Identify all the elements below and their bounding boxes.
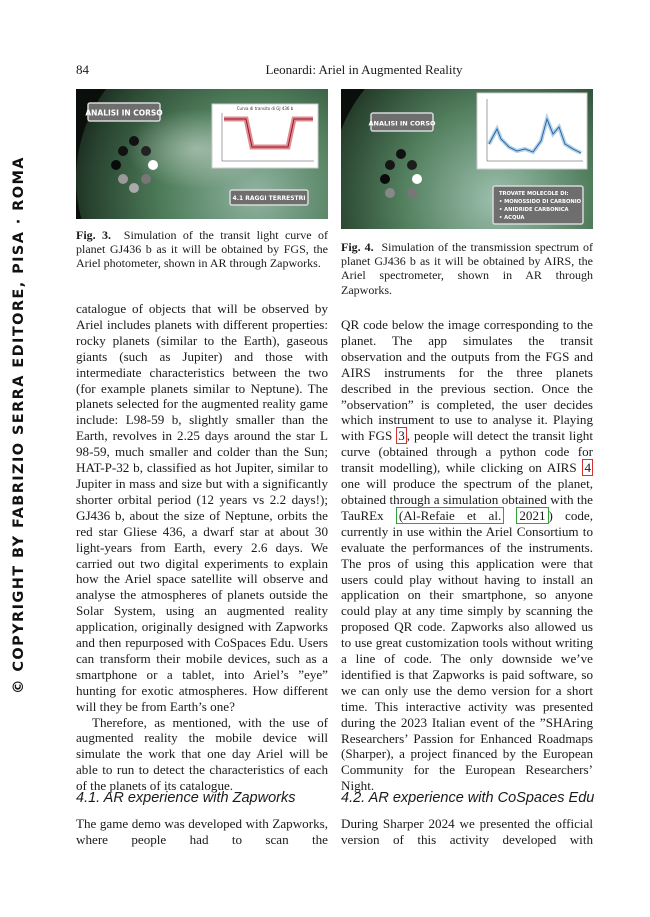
copyright-sidebar xyxy=(0,0,30,917)
body-paragraph: Therefore, as mentioned, with the use of augmented reality the mobile device will simulate the work that one day Ariel will be able to run to detect the characteristics of each of the planets of its catalogue. xyxy=(76,714,328,794)
fig4-found-title: TROVATE MOLECOLE DI: xyxy=(499,191,569,197)
figure-3-image xyxy=(76,89,328,219)
fig4-found-item: • ANIDRIDE CARBONICA xyxy=(499,207,569,213)
text-run: QR code below the image corresponding to the planet. The app simulates the transit observation and the outputs from the FGS and AIRS instruments for the three planets described in the previous section. Once the ”observation” is completed, the user decides which instrument to use to analyse it. Playing with FGS xyxy=(341,317,593,444)
page-number: 84 xyxy=(76,62,89,77)
copyright-text: © COPYRIGHT BY FABRIZIO SERRA EDITORE, PISA · ROMA xyxy=(11,156,27,694)
figure-3-caption xyxy=(76,228,328,271)
text-run: , people will detect the transit light curve (obtained through a python code for transit modelling), while clicking on AIRS xyxy=(341,428,593,476)
section-title-4-2: 4.2. AR experience with CoSpaces Edu xyxy=(341,790,595,806)
body-paragraph: During Sharper 2024 we presented the official version of this activity developed with xyxy=(341,816,593,847)
text-run: ) code, currently in use within the Ariel Consortium to evaluate the performances of the instruments. The pros of using this application were that users could play without having to install an application on their smartphone, so anyone could play at any time simply by scanning the proposed QR code. Zapworks also allowed us to use great customization tools without writing a line of code. The only downside we’ve identified is that Zapworks is paid software, so we can only use the demo version for a short time. This interactive activity was presented during the 2023 Italian event of the ”SHAring Researchers’ Passion for Enhanced Roadmaps (Sharper), a project financed by the European Community for the European Researchers’ Night. xyxy=(341,507,594,794)
figure-4-link[interactable]: 4 xyxy=(584,460,591,476)
citation-link-year[interactable]: 2021 xyxy=(516,507,548,524)
fig4-overlay-top: ANALISI IN CORSO xyxy=(368,119,436,128)
fig3-illustration xyxy=(76,89,328,219)
left-column xyxy=(76,301,328,794)
running-title: Leonardi: Ariel in Augmented Reality xyxy=(265,62,463,77)
fig3-caption-text: Simulation of the transit light curve of planet GJ436 b as it will be obtained by FGS, the Ariel photometer, shown in AR through Zapworks. xyxy=(76,228,329,271)
fig3-overlay-bottom: 4.1 RAGGI TERRESTRI xyxy=(232,195,306,202)
fig3-overlay-top: ANALISI IN CORSO xyxy=(85,108,163,118)
fig4-found-item: • MONOSSIDO DI CARBONIO xyxy=(499,199,582,205)
text-run: one will produce the spectrum of the planet, obtained through a simulation obtained with the TauREx xyxy=(341,476,593,523)
right-column xyxy=(341,317,593,794)
section-title-4-1: 4.1. AR experience with Zapworks xyxy=(76,790,296,806)
fig4-caption-text: Simulation of the transmission spectrum of planet GJ436 b as it will be obtained by AIRS, the Ariel spectrometer, shown in AR through Zapworks. xyxy=(341,240,594,297)
figure-4-caption xyxy=(341,240,593,297)
page-header xyxy=(76,62,592,80)
body-paragraph xyxy=(341,317,593,794)
fig4-found-item: • ACQUA xyxy=(499,215,525,221)
fig4-illustration xyxy=(341,89,593,229)
body-paragraph: catalogue of objects that will be observed by Ariel includes planets with different properties: rocky planets (similar to the Earth), gaseous giants (such as Jupiter) and those with intermediate characteristics between the two (for example planets similar to Neptune). The planets selected for the augmented reality game include: L98-59 b, slightly smaller than the Earth, revolves in 2.25 days around the star L 98-59, much smaller and colder than the Sun; HAT-P-32 b, classified as hot Jupiter, similar to Jupiter in mass and size but with a significantly shorter orbital period (12 years vs 2.2 days!); GJ436 b, about the size of Neptune, orbits the red star Gliese 436, a dwarf star at about 30 light-years from Earth, every 2.6 days. We carried out two digital experiments to explain how the Ariel space satellite will observe and analyse the atmospheres of planets outside the Solar System, using an augmented reality application, originally designed with Zapworks and then repurposed with CoSpaces Edu. Users can transform their mobile devices, such as a smartphone or a tablet, into Ariel’s ”eye” hunting for exotic atmospheres. How different will they be from Earth’s one? xyxy=(76,301,328,714)
citation-link-authors[interactable]: (Al-Refaie et al. xyxy=(396,507,504,524)
fig3-inset-title: Curva di transito di GJ 436 b xyxy=(236,106,294,111)
body-paragraph: The game demo was developed with Zapworks, where people had to scan the xyxy=(76,816,328,847)
left-section-body xyxy=(76,816,328,848)
right-section-body xyxy=(341,816,593,848)
fig3-caption-label: Fig. 3. xyxy=(76,228,112,242)
figure-3-link[interactable]: 3 xyxy=(398,428,405,444)
fig4-caption-label: Fig. 4. xyxy=(341,240,374,254)
figure-4-image xyxy=(341,89,593,229)
